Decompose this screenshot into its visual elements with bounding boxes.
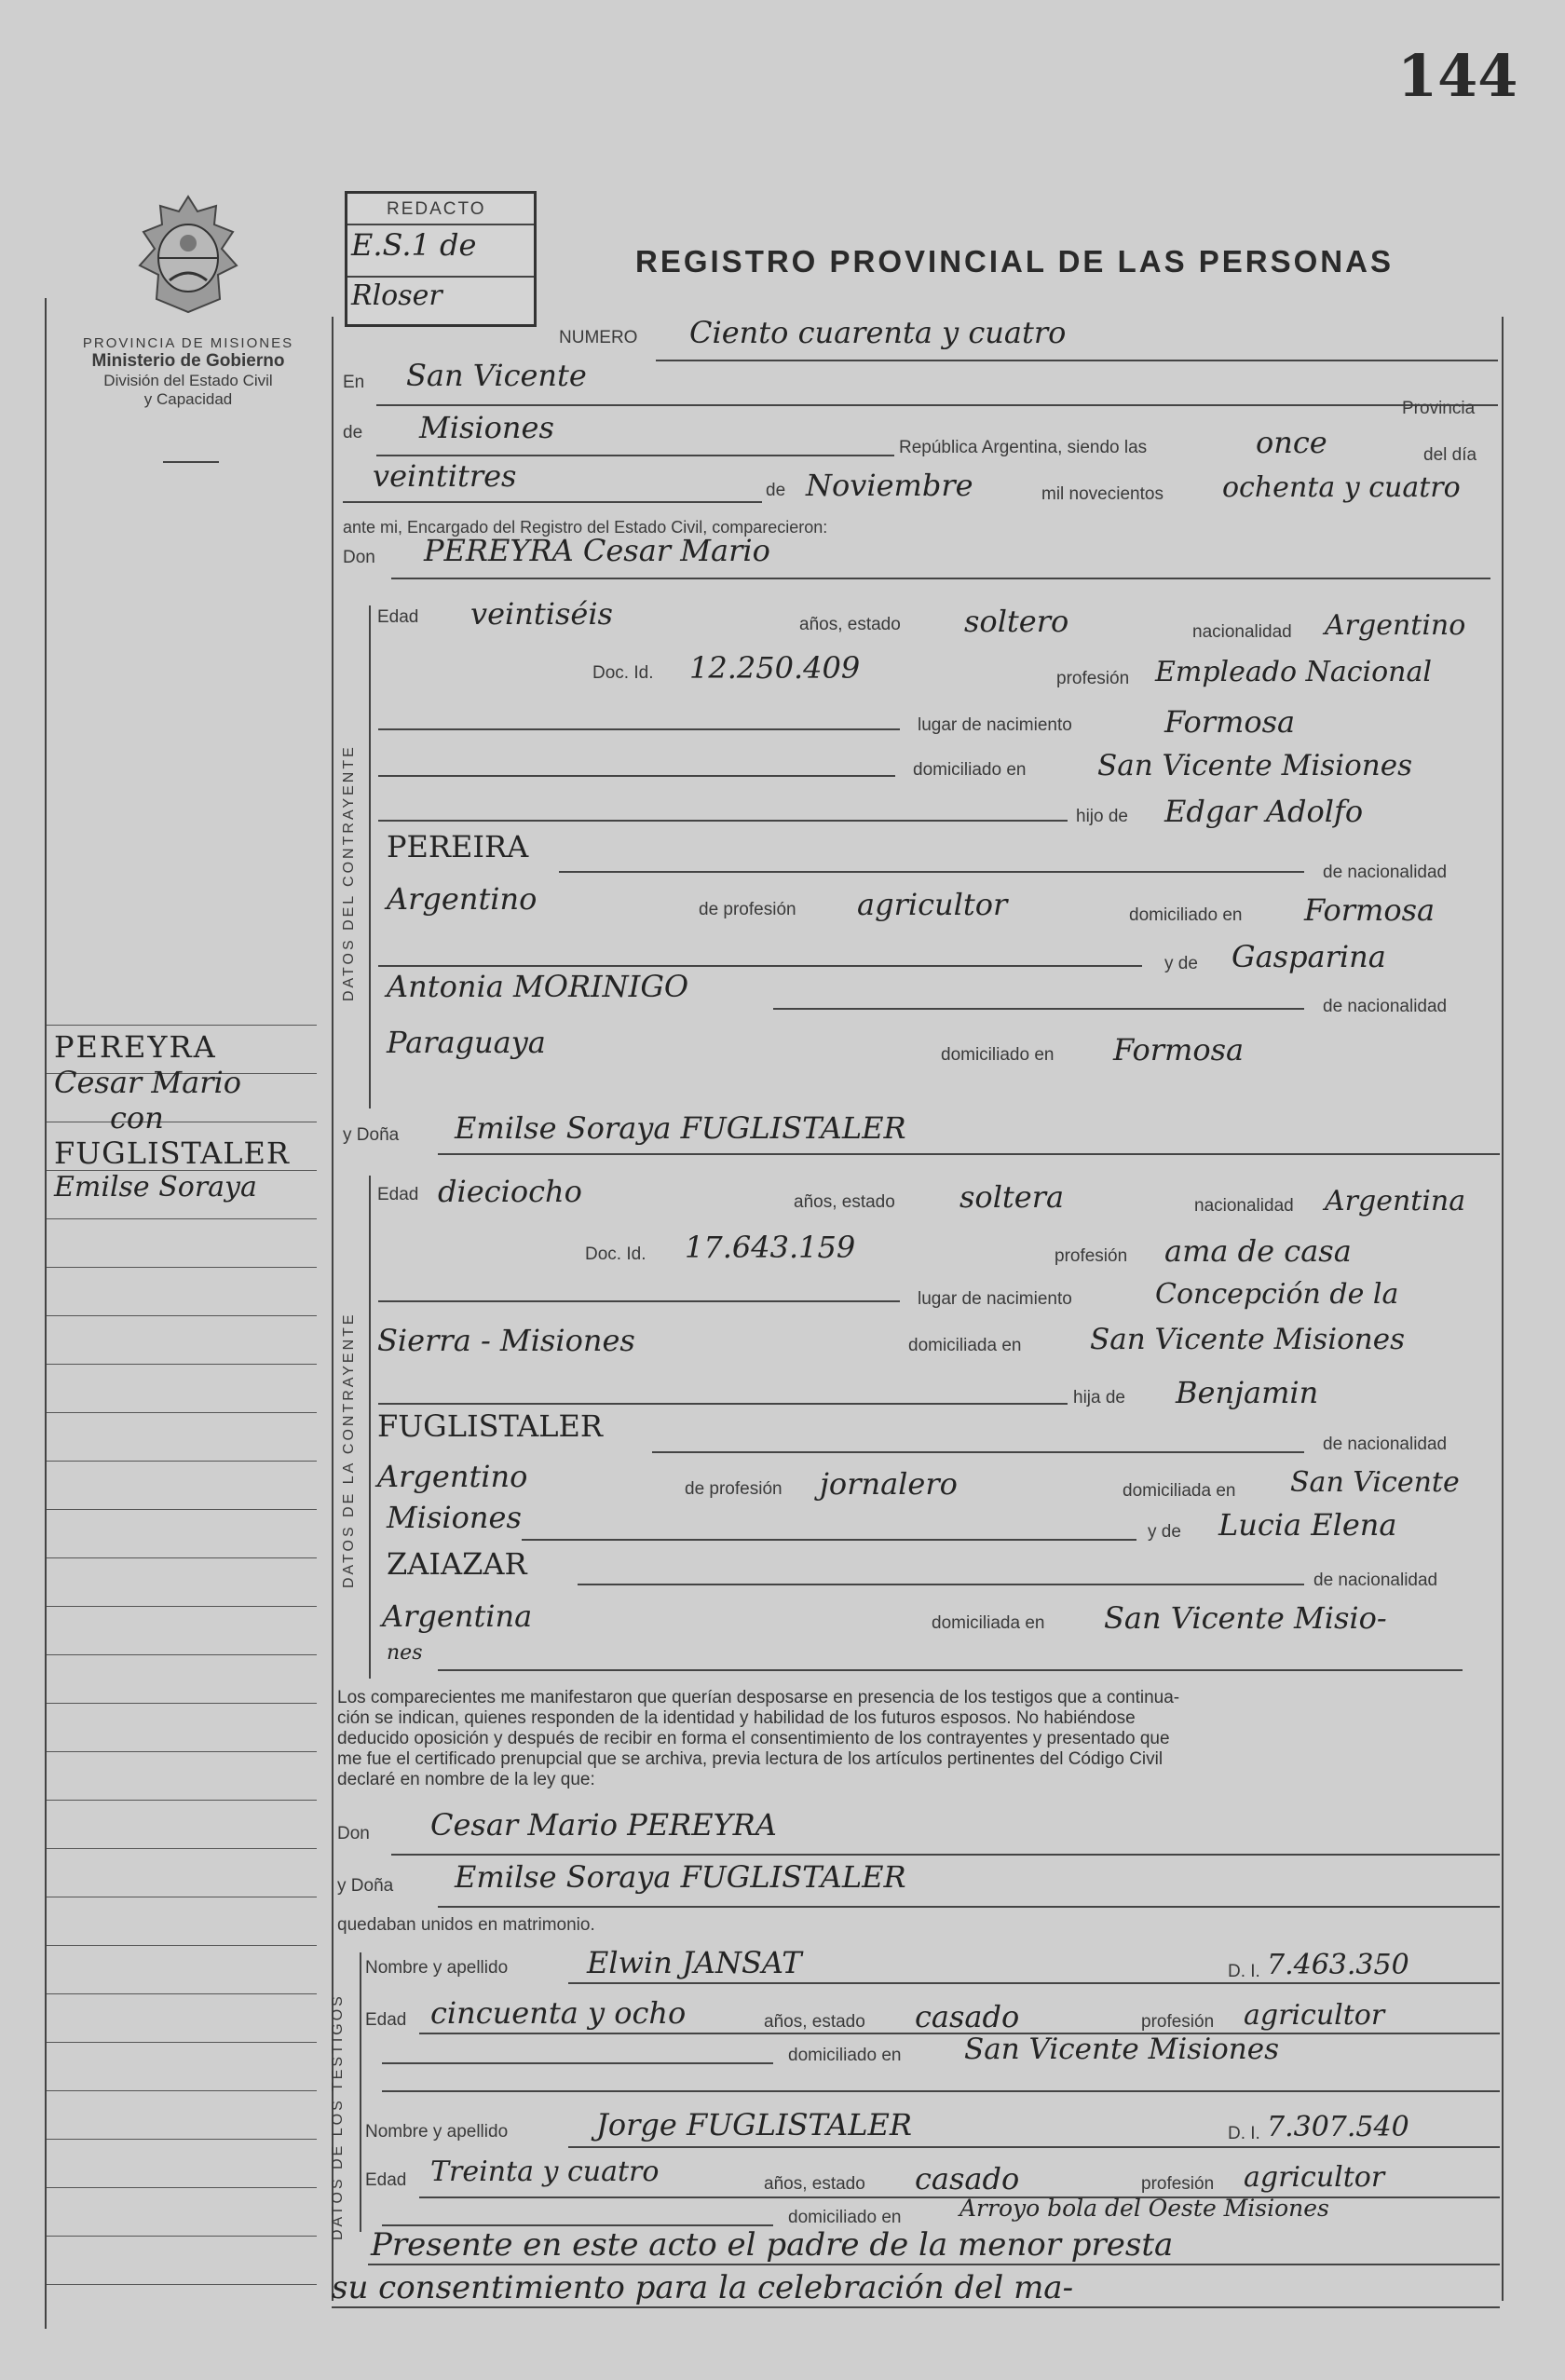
margin-ruled-line [47, 1751, 317, 1752]
t1-anos-label: años, estado [764, 2012, 865, 2032]
en-label: En [343, 373, 365, 392]
t2-domicilio-value: Arroyo bola del Oeste Misiones [959, 2195, 1329, 2222]
t1-nombre-value: Elwin JANSAT [587, 1945, 802, 1980]
dona-label: y Doña [343, 1125, 400, 1145]
numero-label: NUMERO [559, 328, 638, 347]
c-de-nac-label: de nacionalidad [1323, 863, 1448, 882]
c-hijo-label: hijo de [1076, 807, 1128, 826]
f-madre-nac-label: de nacionalidad [1313, 1571, 1438, 1590]
contrayente-section-label: DATOS DEL CONTRAYENTE [341, 744, 357, 1001]
f-dom-label: domiciliada en [908, 1336, 1022, 1355]
f-yde-label: y de [1148, 1522, 1181, 1542]
testigos-section-label: DATOS DE LOS TESTIGOS [330, 1993, 346, 2240]
provincia-label: Provincia [1402, 399, 1476, 418]
c-lugar-label: lugar de nacimiento [918, 715, 1072, 735]
del-dia-label: del día [1423, 445, 1477, 465]
t2-d-label: D. I. [1228, 2124, 1260, 2143]
c-padre-nac: Argentino [387, 881, 538, 917]
c-padre-value: Edgar Adolfo [1164, 794, 1364, 829]
f-doc-value: 17.643.159 [685, 1230, 856, 1265]
margin-note-line-4: FUGLISTALER [54, 1136, 290, 1171]
margin-ruled-line [47, 2187, 317, 2188]
redacto-line-2: Rloser [351, 279, 442, 312]
f-padre-dom-label: domiciliada en [1123, 1481, 1236, 1501]
registry-title: REGISTRO PROVINCIAL DE LAS PERSONAS [635, 244, 1394, 279]
esposo-don-label: Don [337, 1824, 370, 1843]
margin-ruled-line [47, 1848, 317, 1849]
c-lugar-value: Formosa [1164, 704, 1296, 740]
margin-ruled-line [47, 2236, 317, 2237]
c-doc-value: 12.250.409 [689, 650, 861, 686]
margin-ruled-line [47, 1364, 317, 1365]
t1-estado-value: casado [915, 1999, 1020, 2034]
c-edad-label: Edad [377, 607, 419, 627]
esposa-name: Emilse Soraya FUGLISTALER [455, 1859, 906, 1895]
c-de-prof-label: de profesión [699, 900, 796, 919]
c-nacionalidad-value: Argentino [1325, 609, 1466, 642]
c-dom-label: domiciliado en [913, 760, 1027, 780]
f-nacionalidad-value: Argentina [1325, 1185, 1466, 1217]
margin-note-line-5: Emilse Soraya [54, 1171, 257, 1204]
f-nac-label: nacionalidad [1194, 1196, 1294, 1216]
margin-ruled-line [47, 1945, 317, 1946]
unidos-label: quedaban unidos en matrimonio. [337, 1915, 595, 1935]
t2-prof-label: profesión [1141, 2174, 1215, 2194]
margin-ruled-line [47, 1218, 317, 1219]
t2-nombre-value: Jorge FUGLISTALER [596, 2107, 912, 2142]
margin-ruled-line [47, 1509, 317, 1510]
de-label-2: de [766, 481, 786, 500]
margin-note-line-3: con [110, 1100, 164, 1136]
margin-ruled-line [47, 2042, 317, 2043]
c-prof-label: profesión [1056, 669, 1130, 688]
c-padre-dom: Formosa [1304, 892, 1436, 928]
f-de-nac-label: de nacionalidad [1323, 1435, 1448, 1454]
f-madre-dom-label: domiciliada en [932, 1613, 1045, 1633]
f-lugar-value-2: Sierra - Misiones [377, 1323, 635, 1358]
de-label: de [343, 423, 363, 442]
c-domicilio-value: San Vicente Misiones [1097, 749, 1412, 782]
f-padre-value: Benjamin [1176, 1375, 1319, 1410]
f-lugar-label: lugar de nacimiento [918, 1289, 1072, 1309]
margin-ruled-line [47, 1461, 317, 1462]
declaration-line-5: declaré en nombre de la ley que: [337, 1770, 595, 1789]
f-padre-nac: Argentino [377, 1459, 528, 1494]
t2-dom-label: domiciliado en [788, 2208, 902, 2227]
margin-ruled-line [47, 2090, 317, 2091]
margin-ruled-line [47, 1703, 317, 1704]
margin-ruled-line [47, 1412, 317, 1413]
c-nac-label: nacionalidad [1192, 622, 1292, 642]
ante-label: ante mi, Encargado del Registro del Estado Civil, comparecieron: [343, 518, 828, 537]
seal-ministry: Ministerio de Gobierno [91, 351, 285, 371]
c-estado-value: soltero [964, 604, 1069, 639]
republica-label: República Argentina, siendo las [899, 438, 1148, 457]
coat-of-arms-seal [132, 191, 244, 321]
c-madre-dom: Formosa [1113, 1032, 1245, 1068]
margin-ruled-line [47, 1315, 317, 1316]
c-madre-dom-label: domiciliado en [941, 1045, 1055, 1065]
seal-province: PROVINCIA DE MISIONES [82, 335, 294, 351]
margin-ruled-line [47, 1993, 317, 1994]
lugar-value: San Vicente [406, 358, 587, 393]
contrayente-name: PEREYRA Cesar Mario [424, 533, 770, 568]
declaration-line-2: ción se indican, quienes responden de la identidad y habilidad de los futuros esposos. No habiéndose [337, 1708, 1136, 1728]
redacto-line-1: E.S.1 de [351, 227, 477, 263]
margin-ruled-line [47, 1606, 317, 1607]
declaration-line-4: me fue el certificado prenupcial que se archiva, previa lectura de los artículos pertinentes del Código Civil [337, 1749, 1164, 1769]
page-number: 144 [1397, 42, 1518, 110]
f-madre-dom-2: nes [387, 1641, 423, 1665]
seal-division: División del Estado Civil [103, 372, 273, 389]
margin-ruled-line [47, 1025, 317, 1026]
f-prof-label: profesión [1055, 1246, 1128, 1266]
margin-ruled-line [47, 1267, 317, 1268]
anio-value: ochenta y cuatro [1222, 471, 1461, 504]
t1-edad-value: cincuenta y ocho [430, 1995, 687, 2031]
t1-domicilio-value: San Vicente Misiones [964, 2033, 1279, 2066]
f-de-prof-label: de profesión [685, 1479, 782, 1499]
t2-nombre-label: Nombre y apellido [365, 2122, 509, 2142]
f-padre-apellido: FUGLISTALER [377, 1408, 603, 1444]
f-doc-label: Doc. Id. [585, 1244, 646, 1264]
f-madre-nac: Argentina [382, 1598, 533, 1634]
margin-ruled-line [47, 2284, 317, 2285]
hora-value: once [1256, 425, 1327, 460]
redacto-box [345, 191, 537, 327]
f-padre-prof: jornalero [820, 1466, 958, 1502]
c-doc-label: Doc. Id. [592, 663, 654, 683]
f-edad-label: Edad [377, 1185, 419, 1204]
t1-nombre-label: Nombre y apellido [365, 1958, 509, 1978]
c-madre-apellido: Antonia MORINIGO [387, 969, 689, 1004]
mes-value: Noviembre [806, 468, 973, 503]
c-yde-label: y de [1164, 954, 1198, 973]
c-anos-label: años, estado [799, 615, 901, 634]
c-madre-nac: Paraguaya [387, 1025, 546, 1060]
t2-doc-value: 7.307.540 [1267, 2111, 1409, 2143]
c-padre-prof: agricultor [857, 887, 1008, 922]
margin-note-line-2: Cesar Mario [54, 1065, 242, 1100]
t2-anos-label: años, estado [764, 2174, 865, 2194]
declaration-paragraph [337, 1688, 1502, 1790]
nota-line-2: su consentimiento para la celebración del ma- [332, 2269, 1074, 2306]
margin-ruled-line [47, 1654, 317, 1655]
t1-edad-label: Edad [365, 2010, 407, 2030]
f-estado-value: soltera [959, 1179, 1065, 1215]
nota-line-1: Presente en este acto el padre de la menor presta [371, 2226, 1174, 2264]
f-hija-label: hija de [1073, 1388, 1125, 1408]
f-padre-dom-2: Misiones [387, 1500, 522, 1535]
t2-profesion-value: agricultor [1244, 2161, 1385, 2194]
t2-edad-value: Treinta y cuatro [430, 2156, 660, 2188]
c-profesion-value: Empleado Nacional [1155, 656, 1432, 688]
declaration-line-1: Los comparecientes me manifestaron que querían desposarse en presencia de los testigos que a continua- [337, 1688, 1180, 1707]
don-label: Don [343, 548, 375, 567]
t1-dom-label: domiciliado en [788, 2046, 902, 2065]
margin-note-line-1: PEREYRA [54, 1029, 217, 1065]
c-padre-dom-label: domiciliado en [1129, 905, 1243, 925]
t2-estado-value: casado [915, 2161, 1020, 2196]
f-domicilio-value: San Vicente Misiones [1090, 1323, 1405, 1356]
margin-ruled-line [47, 1800, 317, 1801]
t1-profesion-value: agricultor [1244, 1999, 1385, 2032]
esposa-dona-label: y Doña [337, 1876, 394, 1896]
t1-prof-label: profesión [1141, 2012, 1215, 2032]
contrayenta-section-label: DATOS DE LA CONTRAYENTE [341, 1312, 357, 1588]
c-edad-value: veintiséis [470, 596, 613, 632]
provincia-value: Misiones [419, 410, 554, 445]
contrayenta-name: Emilse Soraya FUGLISTALER [455, 1110, 906, 1146]
numero-value: Ciento cuarenta y cuatro [689, 315, 1067, 350]
f-madre-value: Lucia Elena [1218, 1507, 1397, 1543]
margin-ruled-line [47, 2139, 317, 2140]
t1-doc-value: 7.463.350 [1267, 1949, 1409, 1981]
redacto-label: REDACTO [387, 199, 486, 219]
f-anos-label: años, estado [794, 1192, 895, 1212]
c-madre-value: Gasparina [1232, 939, 1386, 974]
c-padre-apellido: PEREIRA [387, 829, 529, 864]
f-lugar-value-1: Concepción de la [1155, 1278, 1399, 1311]
mil-label: mil novecientos [1041, 484, 1164, 504]
dia-value: veintitres [373, 458, 517, 494]
declaration-line-3: deducido oposición y después de recibir en forma el consentimiento de los contrayentes y presentado que [337, 1729, 1170, 1748]
f-madre-dom-1: San Vicente Misio- [1104, 1600, 1387, 1636]
c-madre-nac-label: de nacionalidad [1323, 997, 1448, 1016]
margin-note [54, 1029, 324, 1204]
margin-ruled-line [47, 1557, 317, 1558]
t2-edad-label: Edad [365, 2170, 407, 2190]
f-madre-apellido: ZAIAZAR [387, 1546, 527, 1582]
esposo-name: Cesar Mario PEREYRA [430, 1807, 777, 1843]
t1-d-label: D. I. [1228, 1962, 1260, 1981]
f-profesion-value: ama de casa [1164, 1233, 1352, 1269]
seal-division-2: y Capacidad [143, 390, 233, 408]
f-padre-dom-1: San Vicente [1290, 1466, 1460, 1499]
f-edad-value: dieciocho [438, 1174, 582, 1209]
